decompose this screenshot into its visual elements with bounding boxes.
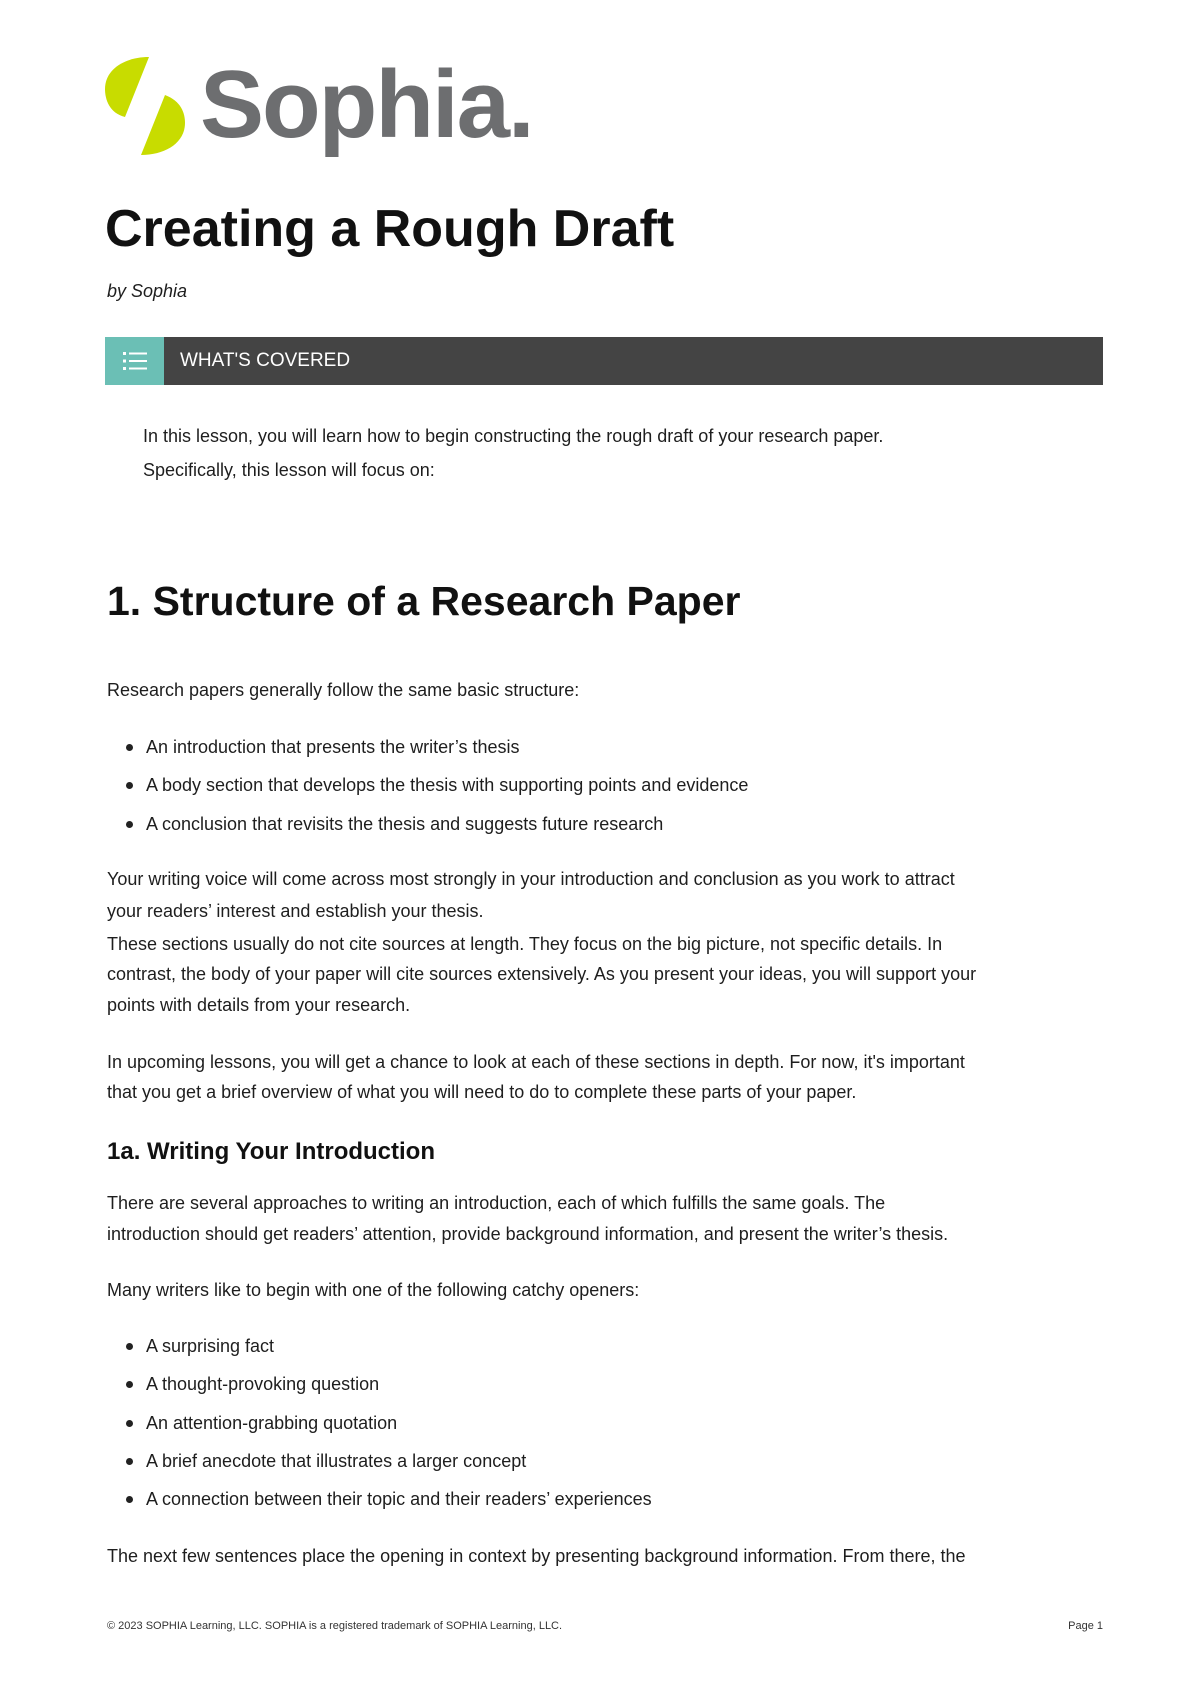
bullet-icon (126, 1458, 133, 1465)
bullet-icon (126, 821, 133, 828)
banner-label: WHAT'S COVERED (180, 350, 351, 371)
bullet-icon (126, 744, 133, 751)
covered-text: In this lesson, you will learn how to begin constructing the rough draft of your research paper. (143, 426, 884, 446)
bullet-icon (126, 1496, 133, 1503)
paragraph-line: There are several approaches to writing an introduction, each of which fulfills the same goals. The (107, 1193, 886, 1213)
bullet-icon (126, 782, 133, 789)
logo-mark-icon (105, 55, 185, 157)
list-item: A thought-provoking question (146, 1374, 380, 1394)
page-number: Page 1 (1068, 1620, 1103, 1632)
paragraph-line: These sections usually do not cite sources at length. They focus on the big picture, not specific details. In (107, 934, 943, 954)
paragraph-line: points with details from your research. (107, 995, 411, 1015)
paragraph-line: contrast, the body of your paper will cite sources extensively. As you present your ideas, you will support your (107, 964, 977, 984)
list-item: A body section that develops the thesis with supporting points and evidence (146, 775, 749, 795)
list-item: A surprising fact (146, 1336, 275, 1356)
paragraph-line: that you get a brief overview of what you will need to do to complete these parts of your paper. (107, 1082, 857, 1102)
paragraph: Research papers generally follow the same basic structure: (107, 680, 580, 700)
covered-text: Specifically, this lesson will focus on: (143, 460, 435, 480)
footer-copyright: © 2023 SOPHIA Learning, LLC. SOPHIA is a registered trademark of SOPHIA Learning, LLC. (107, 1620, 563, 1632)
paragraph: The next few sentences place the opening in context by presenting background information. From there, the (107, 1546, 966, 1566)
byline: by Sophia (107, 281, 188, 301)
list-item: An introduction that presents the writer’s thesis (146, 737, 520, 757)
list-item: A connection between their topic and their readers’ experiences (146, 1489, 652, 1509)
list-icon (105, 337, 164, 385)
list-item: An attention-grabbing quotation (146, 1413, 398, 1433)
paragraph-line: Your writing voice will come across most strongly in your introduction and conclusion as you work to attract (107, 869, 955, 889)
bullet-icon (126, 1343, 133, 1350)
paragraph-line: introduction should get readers’ attention, provide background information, and present the writer’s thesis. (107, 1224, 949, 1244)
whats-covered-banner (105, 337, 1103, 385)
logo-text: Sophia. (200, 51, 533, 158)
section-heading: 1. Structure of a Research Paper (107, 578, 741, 624)
paragraph-line: In upcoming lessons, you will get a chance to look at each of these sections in depth. For now, it's important (107, 1052, 965, 1072)
subsection-heading: 1a. Writing Your Introduction (107, 1138, 435, 1165)
bullet-icon (126, 1381, 133, 1388)
paragraph-line: your readers’ interest and establish your thesis. (107, 901, 484, 921)
list-item: A brief anecdote that illustrates a larger concept (146, 1451, 527, 1471)
bullet-icon (126, 1420, 133, 1427)
list-item: A conclusion that revisits the thesis and suggests future research (146, 814, 664, 834)
page-title: Creating a Rough Draft (105, 200, 675, 258)
sophia-logo (105, 55, 185, 157)
paragraph: Many writers like to begin with one of the following catchy openers: (107, 1280, 640, 1300)
